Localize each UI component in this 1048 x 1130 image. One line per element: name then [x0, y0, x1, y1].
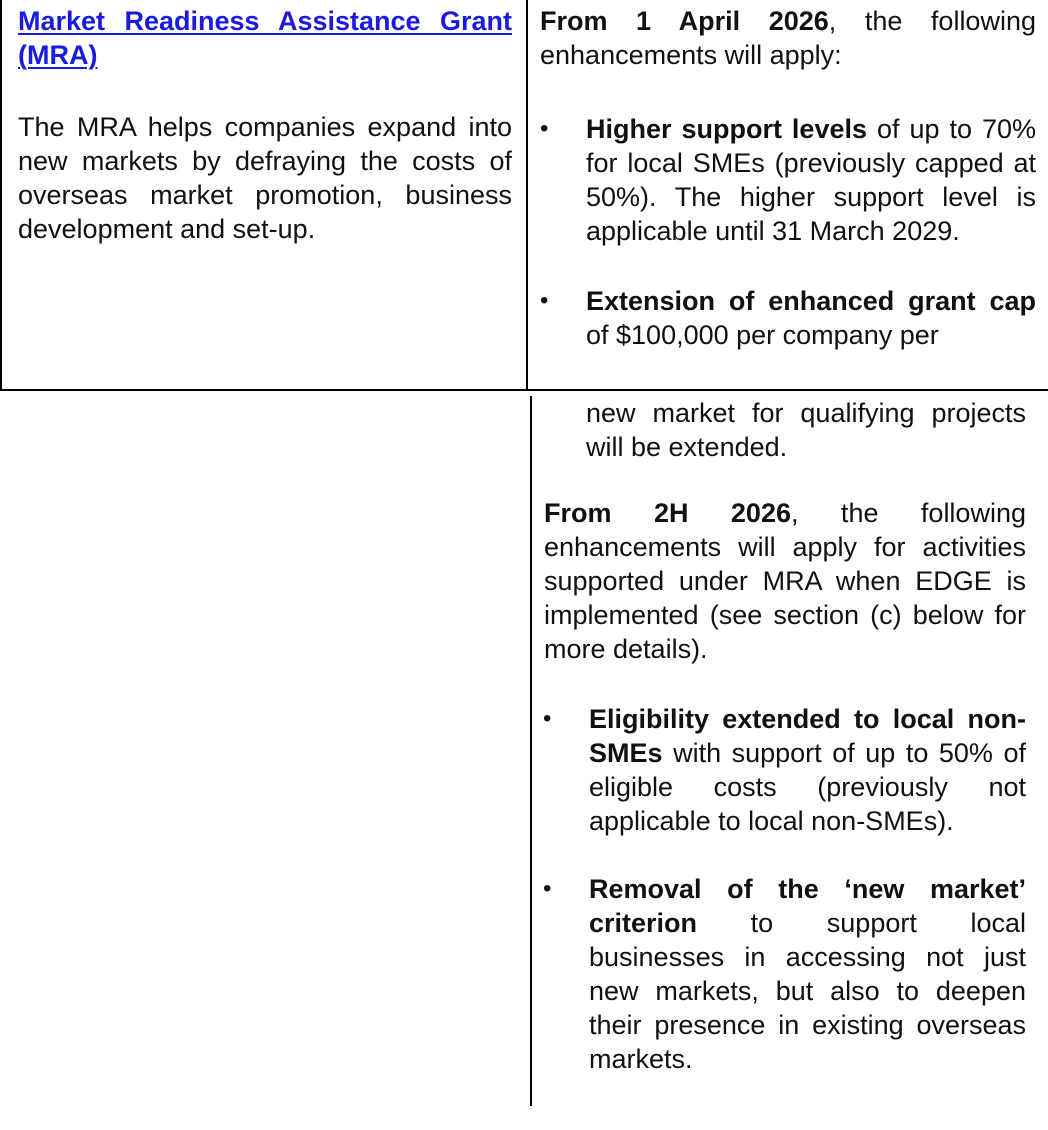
bullet-text: of up to 70% for local SMEs (previously capped at 50%). The higher support level is applicable until 31 March 2029.: [586, 114, 1036, 246]
h2-2026-intro: [544, 496, 1026, 666]
bullet-continuation: new market for qualifying projects will be extended.: [586, 398, 1026, 462]
april-2026-intro-bold: From 1 April 2026: [540, 6, 829, 36]
bullet-bold-lead: Removal of the ‘new market’ criterion: [589, 874, 1026, 938]
h2-2026-bullet-list: [543, 702, 1026, 1076]
bullet-bold-lead: Eligibility extended to local non-SMEs: [589, 704, 1026, 768]
table-left-border: [0, 0, 2, 390]
mra-description: The MRA helps companies expand into new markets by defraying the costs of overseas market promotion, business development and set-up.: [18, 112, 512, 244]
h2-2026-intro-bold: From 2H 2026: [544, 498, 791, 528]
table-row-border: [0, 389, 1048, 391]
h2-2026-intro-text: , the following enhancements will apply for activities supported under MRA when EDGE is implemented (see section (c) below for more details).: [544, 498, 1026, 664]
list-item: [540, 284, 1036, 352]
bullet-bold-lead: Extension of enhanced grant cap: [586, 286, 1036, 316]
list-item: [540, 112, 1036, 248]
mra-title-link[interactable]: Market Readiness Assistance Grant (MRA): [18, 6, 512, 70]
bullet-text: to support local businesses in accessing not just new markets, but also to deepen their presence in existing overseas markets.: [589, 908, 1026, 1074]
bullet-bold-lead: Higher support levels: [586, 114, 867, 144]
april-2026-bullet-list: [540, 112, 1036, 352]
table-column-divider: [526, 0, 528, 390]
april-2026-intro-text: , the following enhancements will apply:: [540, 6, 1036, 70]
bullet-text: of $100,000 per company per: [586, 320, 939, 350]
list-item: [543, 702, 1026, 838]
list-item: [543, 872, 1026, 1076]
page-column-divider: [530, 396, 532, 1106]
april-2026-intro: [540, 4, 1036, 72]
bullet-text: with support of up to 50% of eligible costs (previously not applicable to local non-SMEs).: [589, 738, 1026, 836]
